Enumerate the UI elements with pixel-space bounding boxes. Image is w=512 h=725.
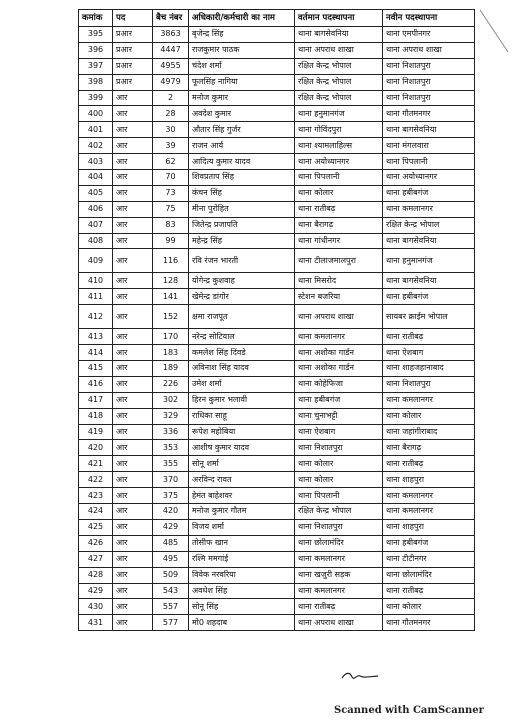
table-cell: थाना गोविंदपुरा (295, 122, 383, 138)
table-cell: आर (113, 345, 153, 361)
table-cell: आर (113, 615, 153, 631)
table-cell: स्टेशन बजरिया (295, 289, 383, 305)
table-cell: 418 (79, 408, 113, 424)
table-cell: आर (113, 567, 153, 583)
table-row (79, 273, 475, 289)
table-cell: कमलेश सिंह दिंवडे (189, 345, 295, 361)
table-cell: आर (113, 289, 153, 305)
table-row (79, 201, 475, 217)
table-cell: आर (113, 217, 153, 233)
table-cell: थाना रातीबढ़ (383, 329, 475, 345)
table-cell: थाना कोलार (295, 456, 383, 472)
table-row (79, 472, 475, 488)
table-row (79, 504, 475, 520)
table-cell: खेमेन्द्र डांगोर (189, 289, 295, 305)
table-row (79, 122, 475, 138)
table-row (79, 27, 475, 43)
table-cell: थाना पिपलानी (383, 154, 475, 170)
table-cell: थाना गांधीनगर (295, 233, 383, 249)
table-cell: आर (113, 599, 153, 615)
table-cell: आर (113, 106, 153, 122)
table-cell: आर (113, 249, 153, 273)
table-row (79, 551, 475, 567)
table-row (79, 599, 475, 615)
table-cell: आर (113, 551, 153, 567)
table-cell: थाना बागसेवनिया (383, 233, 475, 249)
table-cell: थाना अयोध्यानगर (295, 154, 383, 170)
table-row (79, 567, 475, 583)
table-cell: थाना कोहेफिजा (295, 376, 383, 392)
table-cell: आशीष कुमार यादव (189, 440, 295, 456)
table-cell: उमेश शर्मा (189, 376, 295, 392)
table-cell: 485 (153, 535, 189, 551)
table-cell: थाना अपराध शाखा (295, 615, 383, 631)
table-cell: आर (113, 519, 153, 535)
table-cell: 400 (79, 106, 113, 122)
table-row (79, 305, 475, 329)
table-cell: थाना गौतमनगर (383, 615, 475, 631)
table-row (79, 361, 475, 377)
table-cell: 415 (79, 361, 113, 377)
table-cell: तोसीफ खान (189, 535, 295, 551)
table-cell: 183 (153, 345, 189, 361)
table-cell: 401 (79, 122, 113, 138)
table-row (79, 42, 475, 58)
table-row (79, 185, 475, 201)
table-cell: रक्षित केन्द्र भोपाल (295, 504, 383, 520)
table-cell: प्रआर (113, 27, 153, 43)
table-cell: आर (113, 233, 153, 249)
table-cell: अरविन्द रावत (189, 472, 295, 488)
table-cell: थाना कोलार (295, 472, 383, 488)
table-cell: 4979 (153, 74, 189, 90)
column-header: अधिकारी/कर्मचारी का नाम (189, 10, 295, 27)
table-cell: 420 (79, 440, 113, 456)
table-cell: 189 (153, 361, 189, 377)
table-cell: 405 (79, 185, 113, 201)
table-cell: आर (113, 488, 153, 504)
table-cell: 543 (153, 583, 189, 599)
table-cell: 73 (153, 185, 189, 201)
table-cell: आर (113, 329, 153, 345)
table-cell: महेन्द्र सिंह (189, 233, 295, 249)
table-cell: 170 (153, 329, 189, 345)
table-cell: 2 (153, 90, 189, 106)
table-cell: आर (113, 583, 153, 599)
table-row (79, 345, 475, 361)
table-row (79, 329, 475, 345)
table-cell: 396 (79, 42, 113, 58)
table-row (79, 615, 475, 631)
table-cell: 421 (79, 456, 113, 472)
table-cell: थाना कोलार (295, 185, 383, 201)
table-row (79, 408, 475, 424)
table-cell: आर (113, 456, 153, 472)
table-cell: थाना हबीबगंज (383, 289, 475, 305)
table-cell: शिवप्रताप सिंह (189, 170, 295, 186)
table-cell: 424 (79, 504, 113, 520)
table-cell: 353 (153, 440, 189, 456)
table-cell: 420 (153, 504, 189, 520)
table-cell: थाना अशोका गार्डन (295, 345, 383, 361)
table-cell: 30 (153, 122, 189, 138)
table-row (79, 424, 475, 440)
table-row (79, 154, 475, 170)
table-row (79, 106, 475, 122)
table-cell: थाना कोलार (383, 408, 475, 424)
table-cell: आर (113, 424, 153, 440)
table-cell: 414 (79, 345, 113, 361)
table-cell: थाना कमलानगर (295, 551, 383, 567)
table-cell: 3863 (153, 27, 189, 43)
table-cell: थाना रातीबढ़ (383, 583, 475, 599)
table-row (79, 138, 475, 154)
table-cell: थाना कमलानगर (383, 392, 475, 408)
table-cell: थाना हनुमानगंज (383, 249, 475, 273)
table-cell: रक्षित केन्द्र भोपाल (295, 74, 383, 90)
table-cell: थाना ऐशबाग (383, 345, 475, 361)
table-cell: आर (113, 154, 153, 170)
table-cell: मीना पुरोहित (189, 201, 295, 217)
table-cell: 404 (79, 170, 113, 186)
table-cell: आर (113, 361, 153, 377)
table-cell: 429 (153, 519, 189, 535)
table-cell: 423 (79, 488, 113, 504)
table-cell: आर (113, 535, 153, 551)
table-cell: 406 (79, 201, 113, 217)
table-cell: 4447 (153, 42, 189, 58)
table-cell: थाना बैरागढ़ (383, 440, 475, 456)
table-cell: थाना अपराध शाखा (295, 305, 383, 329)
table-cell: 402 (79, 138, 113, 154)
table-cell: रूपेश महोबिया (189, 424, 295, 440)
table-cell: थाना टीटीनगर (383, 551, 475, 567)
table-cell: 99 (153, 233, 189, 249)
table-cell: आर (113, 122, 153, 138)
table-cell: थाना निशातपुरा (295, 440, 383, 456)
table-cell: थाना श्यामलाहिल्स (295, 138, 383, 154)
table-cell: थाना छोलामंदिर (295, 535, 383, 551)
table-cell: प्रआर (113, 74, 153, 90)
table-cell: मनोज कुमार (189, 90, 295, 106)
table-cell: 62 (153, 154, 189, 170)
table-cell: थाना रातीबढ़ (295, 599, 383, 615)
table-cell: थाना शाहपुरा (383, 519, 475, 535)
table-cell: थाना कमलानगर (295, 329, 383, 345)
table-cell: थाना हबीबगंज (383, 535, 475, 551)
table-cell: थाना कमलानगर (295, 583, 383, 599)
table-cell: राजन आर्य (189, 138, 295, 154)
table-cell: थाना पिपलानी (295, 170, 383, 186)
table-cell: 152 (153, 305, 189, 329)
table-row (79, 233, 475, 249)
table-cell: राधिका साहू (189, 408, 295, 424)
table-cell: आदित्य कुमार यादव (189, 154, 295, 170)
table-cell: 370 (153, 472, 189, 488)
table-cell: आर (113, 376, 153, 392)
table-cell: थाना निशातपुरा (383, 74, 475, 90)
table-header-row (79, 10, 475, 27)
table-cell: आर (113, 408, 153, 424)
table-cell: थाना रातीबढ़ (383, 456, 475, 472)
table-cell: सोनू शर्मा (189, 456, 295, 472)
table-cell: रवि रंजन भारती (189, 249, 295, 273)
table-cell: थाना मिसरोद (295, 273, 383, 289)
table-cell: थाना चुनाभट्टी (295, 408, 383, 424)
table-cell: औतार सिंह गुर्जर (189, 122, 295, 138)
table-cell: रक्षित केन्द्र भोपाल (295, 90, 383, 106)
table-cell: थाना गौतमनगर (383, 106, 475, 122)
table-cell: योगेन्द्र कुशवाह (189, 273, 295, 289)
page-corner-mark (478, 8, 510, 56)
table-cell: थाना खजुरी सड़क (295, 567, 383, 583)
table-row (79, 90, 475, 106)
table-cell: 411 (79, 289, 113, 305)
table-cell: थाना बागसेवनिया (383, 273, 475, 289)
table-cell: 428 (79, 567, 113, 583)
column-header: पद (113, 10, 153, 27)
table-cell: मो0 शहदाब (189, 615, 295, 631)
table-row (79, 249, 475, 273)
table-cell: थाना हबीबगंज (295, 392, 383, 408)
table-cell: चंदेश शर्मा (189, 58, 295, 74)
table-cell: आर (113, 201, 153, 217)
table-cell: 557 (153, 599, 189, 615)
table-cell: थाना छोलामंदिर (383, 567, 475, 583)
table-cell: थाना हनुमानगंज (295, 106, 383, 122)
table-row (79, 583, 475, 599)
table-cell: थाना निशातपुरा (383, 58, 475, 74)
table-cell: रक्षित केन्द्र भोपाल (295, 58, 383, 74)
table-cell: 410 (79, 273, 113, 289)
table-cell: 226 (153, 376, 189, 392)
table-cell: 429 (79, 583, 113, 599)
table-cell: सोनू सिंह (189, 599, 295, 615)
table-cell: आर (113, 472, 153, 488)
table-cell: 4955 (153, 58, 189, 74)
table-cell: आर (113, 170, 153, 186)
table-cell: थाना अपराध शाखा (295, 42, 383, 58)
column-header: बैच नंबर (153, 10, 189, 27)
table-cell: थाना निशातपुरा (295, 519, 383, 535)
table-cell: थाना मंगलवारा (383, 138, 475, 154)
signature-mark (340, 668, 380, 684)
table-cell: थाना कमलानगर (383, 504, 475, 520)
table-cell: थाना निशातपुरा (383, 90, 475, 106)
table-cell: 430 (79, 599, 113, 615)
table-cell: थाना रातीबढ़ (295, 201, 383, 217)
table-cell: 417 (79, 392, 113, 408)
table-cell: क्षमा राजपूत (189, 305, 295, 329)
table-cell: आर (113, 392, 153, 408)
table-cell: थाना बागसेवनिया (383, 122, 475, 138)
table-cell: 28 (153, 106, 189, 122)
table-cell: अवधेश सिंह (189, 583, 295, 599)
table-cell: 403 (79, 154, 113, 170)
table-row (79, 376, 475, 392)
table-cell: 70 (153, 170, 189, 186)
table-cell: 426 (79, 535, 113, 551)
table-cell: आर (113, 90, 153, 106)
table-cell: आर (113, 185, 153, 201)
table-cell: मनोज कुमार गौतम (189, 504, 295, 520)
table-cell: 116 (153, 249, 189, 273)
table-cell: थाना निशातपुरा (383, 376, 475, 392)
column-header: कमांक (79, 10, 113, 27)
table-cell: थाना बागसेवनिया (295, 27, 383, 43)
table-cell: 419 (79, 424, 113, 440)
table-cell: 416 (79, 376, 113, 392)
table-cell: थाना पिपलानी (295, 488, 383, 504)
table-cell: 408 (79, 233, 113, 249)
table-cell: 399 (79, 90, 113, 106)
table-cell: थाना टीलाजमालपुरा (295, 249, 383, 273)
table-cell: 431 (79, 615, 113, 631)
table-cell: आर (113, 504, 153, 520)
transfer-table (78, 9, 475, 631)
table-cell: थाना हबीबगंज (383, 185, 475, 201)
table-cell: थाना कमलानगर (383, 201, 475, 217)
table-cell: 413 (79, 329, 113, 345)
table-cell: राजकुमार पाठक (189, 42, 295, 58)
table-cell: आर (113, 440, 153, 456)
table-cell: 577 (153, 615, 189, 631)
table-cell: 509 (153, 567, 189, 583)
table-cell: आर (113, 273, 153, 289)
table-cell: रक्षित केन्द्र भोपाल (383, 217, 475, 233)
table-cell: थाना कमलानगर (383, 488, 475, 504)
table-cell: थाना शाहजहानाबाद (383, 361, 475, 377)
table-cell: रश्मि ममगांई (189, 551, 295, 567)
column-header: वर्तमान पदस्थापना (295, 10, 383, 27)
table-cell: 407 (79, 217, 113, 233)
table-row (79, 456, 475, 472)
table-cell: फूलसिंह नागिया (189, 74, 295, 90)
table-cell: 425 (79, 519, 113, 535)
table-cell: आर (113, 305, 153, 329)
table-cell: हिरन कुमार भलावी (189, 392, 295, 408)
table-cell: हेमंत बाहेशवर (189, 488, 295, 504)
table-cell: थाना शाहपुरा (383, 472, 475, 488)
table-row (79, 74, 475, 90)
table-row (79, 289, 475, 305)
table-row (79, 170, 475, 186)
table-cell: 83 (153, 217, 189, 233)
column-header: नवीन पदस्थापना (383, 10, 475, 27)
table-cell: थाना अयोध्यानगर (383, 170, 475, 186)
table-row (79, 217, 475, 233)
table-cell: विवेक नरवरिया (189, 567, 295, 583)
table-cell: बृजेन्द्र सिंह (189, 27, 295, 43)
table-cell: आर (113, 138, 153, 154)
table-cell: जितेन्द्र प्रजापति (189, 217, 295, 233)
table-cell: 128 (153, 273, 189, 289)
table-cell: 141 (153, 289, 189, 305)
table-cell: कंचन सिंह (189, 185, 295, 201)
table-cell: अविनाश सिंह यादव (189, 361, 295, 377)
table-row (79, 535, 475, 551)
table-cell: 329 (153, 408, 189, 424)
table-cell: 409 (79, 249, 113, 273)
table-cell: प्रआर (113, 58, 153, 74)
table-row (79, 488, 475, 504)
table-cell: थाना अशोका गार्डन (295, 361, 383, 377)
table-cell: 422 (79, 472, 113, 488)
table-row (79, 58, 475, 74)
table-cell: अवदेश कुमार (189, 106, 295, 122)
table-body (79, 27, 475, 631)
table-cell: थाना जहांगीराबाद (383, 424, 475, 440)
table-cell: 395 (79, 27, 113, 43)
table-cell: थाना बैरागढ़ (295, 217, 383, 233)
table-cell: 397 (79, 58, 113, 74)
table-cell: थाना एमपीनगर (383, 27, 475, 43)
table-row (79, 440, 475, 456)
table-cell: 398 (79, 74, 113, 90)
table-cell: 412 (79, 305, 113, 329)
table-row (79, 392, 475, 408)
table-cell: प्रआर (113, 42, 153, 58)
table-cell: 75 (153, 201, 189, 217)
table-cell: 375 (153, 488, 189, 504)
table-cell: थाना अपराध शाखा (383, 42, 475, 58)
table-cell: थाना ऐशबाग (295, 424, 383, 440)
table-cell: 495 (153, 551, 189, 567)
table-cell: सायबर क्राईम भोपाल (383, 305, 475, 329)
table-cell: 355 (153, 456, 189, 472)
table-row (79, 519, 475, 535)
table-cell: थाना कोलार (383, 599, 475, 615)
table-cell: 302 (153, 392, 189, 408)
table-cell: 39 (153, 138, 189, 154)
scanner-watermark: Scanned with CamScanner (334, 705, 484, 716)
table-cell: विजय शर्मा (189, 519, 295, 535)
table-cell: नरेन्द्र सोटियाल (189, 329, 295, 345)
table-cell: 336 (153, 424, 189, 440)
table-cell: 427 (79, 551, 113, 567)
